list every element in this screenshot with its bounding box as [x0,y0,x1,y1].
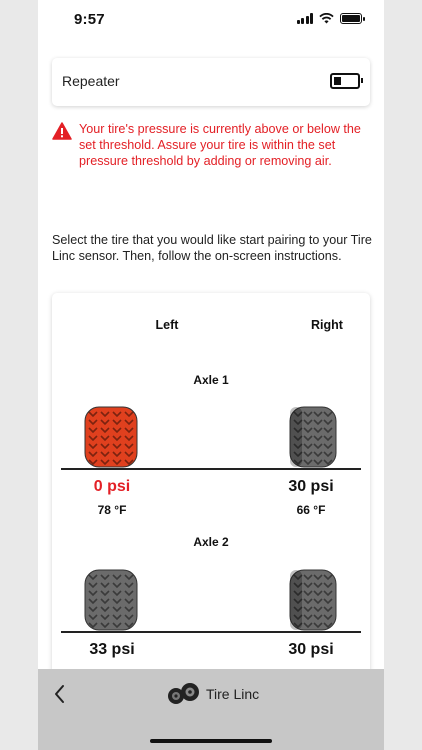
axle1-left-psi: 0 psi [93,478,131,495]
repeater-label: Repeater [62,73,120,89]
axle2-right-psi: 30 psi [288,641,334,658]
axle-2-title: Axle 2 [193,535,229,549]
battery-icon [340,13,362,24]
warning-text: Your tire's pressure is currently above or below the set threshold. Assure your tire is within the set pressure threshold by adding or removing air. [79,122,361,168]
app-screen [38,0,384,750]
tire-axle2-right[interactable] [280,568,340,632]
repeater-card[interactable] [52,58,370,106]
tire-axle1-left[interactable] [81,405,141,469]
right-column-header: Right [311,318,343,332]
axle-2-ground-line [61,631,361,633]
status-time: 9:57 [74,11,105,28]
app-title: Tire Linc [206,686,260,702]
home-indicator [150,739,272,743]
axle-1-ground-line [61,468,361,470]
axle1-right-psi: 30 psi [288,478,334,495]
back-chevron-icon[interactable] [50,683,70,705]
axle2-left-psi: 33 psi [89,641,135,658]
repeater-battery-icon [330,73,360,89]
axle1-right-temp: 66 °F [296,503,326,517]
axle1-left-temp: 78 °F [97,503,127,517]
wifi-icon [319,13,334,24]
app-brand [166,681,259,707]
instructions-text: Select the tire that you would like start pairing to your Tire Linc sensor. Then, follow the on-screen instructions. [52,233,372,263]
left-column-header: Left [155,318,179,332]
axle-1-title: Axle 1 [193,373,229,387]
bottom-nav-bar [38,669,384,750]
tire-axle1-right[interactable] [280,405,340,469]
cellular-signal-icon [297,13,314,24]
status-bar [38,0,384,40]
tire-linc-logo-icon [166,681,200,707]
pressure-warning [52,121,370,169]
warning-icon [52,122,72,140]
status-icons [297,13,363,24]
tire-axle2-left[interactable] [81,568,141,632]
tire-selection-card [52,293,370,693]
